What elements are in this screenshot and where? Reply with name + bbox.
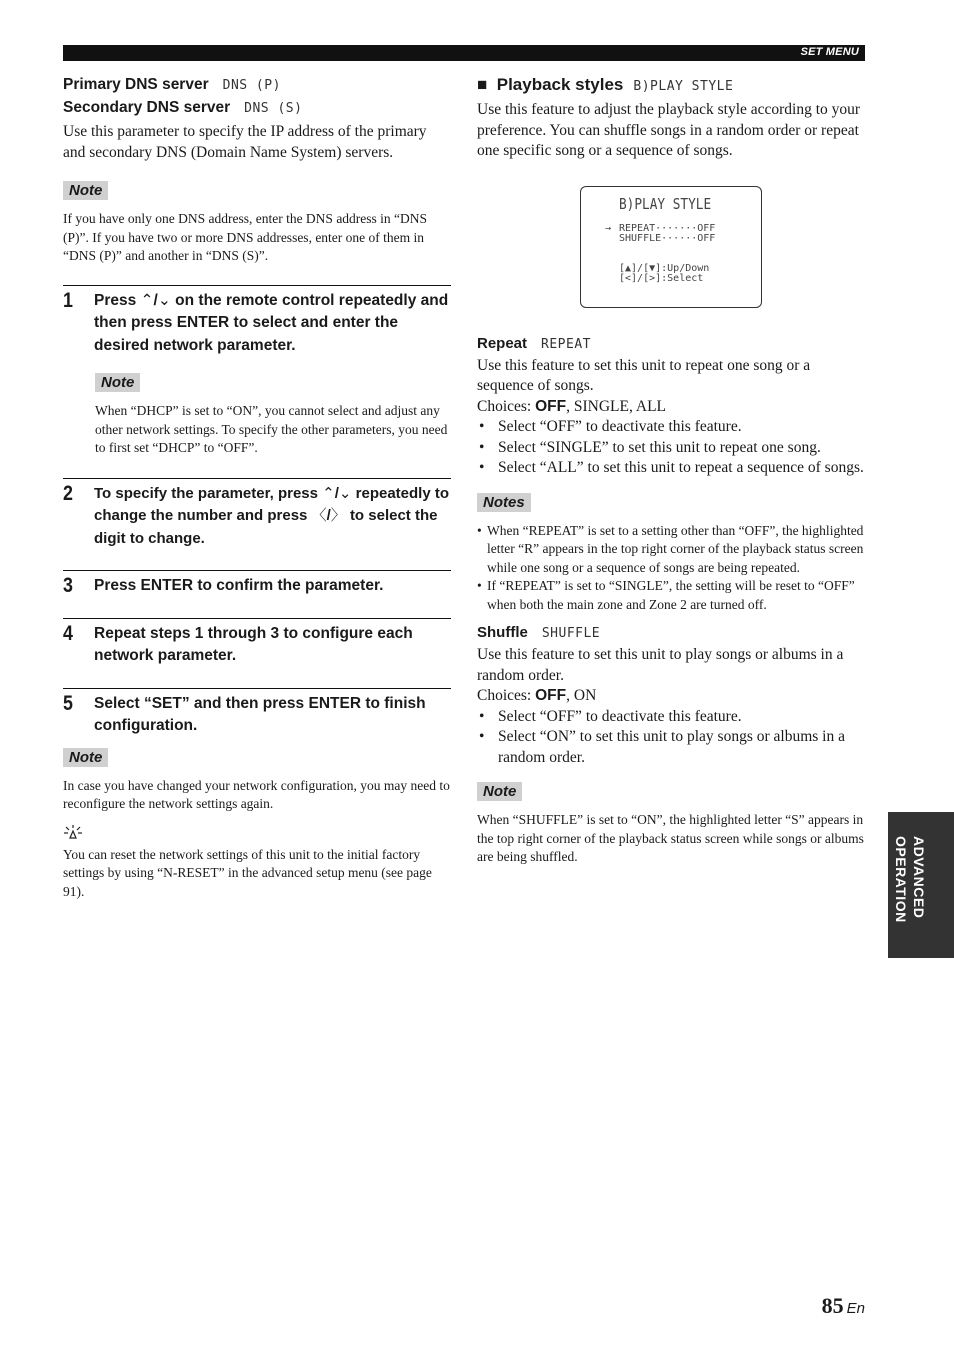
note-text: In case you have changed your network configuration, you may need to reconfigure the network settings again. [63,777,450,811]
step-1 [63,285,451,358]
right-icon: 〉 [330,507,346,524]
shuffle-heading: Shuffle SHUFFLE [477,624,601,641]
step-text: Repeat steps 1 through 3 to configure each network parameter. [94,624,413,664]
lcd-screen-title: B)PLAY STYLE [619,194,712,213]
lcd-screen [580,186,762,308]
list-item: • Select “OFF” to deactivate this feature. [477,417,865,438]
secondary-dns-heading: Secondary DNS server DNS (S) [63,99,303,116]
lcd-dns-s: DNS (S) [244,101,303,116]
side-tab-line1: ADVANCED [911,836,927,919]
lcd-line-shuffle: SHUFFLE······OFF [619,232,716,244]
primary-dns-heading: Primary DNS server DNS (P) [63,76,281,93]
up-icon: ⌃ [322,484,335,502]
list-item: • Select “ON” to set this unit to play songs or albums in a random order. [477,727,865,768]
step-text: Press ENTER to confirm the parameter. [94,577,384,594]
step-2 [63,478,451,551]
lcd-line-repeat: REPEAT·······OFF [619,222,716,234]
repeat-options-list [477,417,865,479]
step-number: 3 [63,574,73,597]
lcd-shuffle: SHUFFLE [541,626,601,641]
note-label: Note [63,748,108,767]
section-label: SET MENU [800,46,859,58]
notes-label: Notes [477,493,531,512]
list-item: • When “REPEAT” is set to a setting other than “OFF”, the highlighted letter “R” appears in the top right corner of the playback status screen while one song or a sequence of songs are being repeated. [477,522,865,578]
language-code: En [846,1300,865,1317]
repeat-notes-list [477,522,865,615]
section-marker: ■ [477,75,488,94]
cursor-arrow-icon: → [605,222,612,234]
note-label: Note [95,373,140,392]
list-item: • If “REPEAT” is set to “SINGLE”, the setting will be reset to “OFF” when both the main zone and Zone 2 are turned off. [477,577,865,614]
shuffle-desc: Use this feature to set this unit to play songs or albums in a random order. [477,646,844,684]
down-icon: ⌄ [157,291,171,309]
playback-intro: Use this feature to adjust the playback style according to your preference. You can shuffle songs in a random order or repeat one specific song or a sequence of songs. [477,101,861,159]
step-3 [63,570,451,598]
step-4 [63,618,451,668]
shuffle-options-list [477,707,865,769]
lcd-repeat: REPEAT [541,336,591,352]
list-item: • Select “SINGLE” to set this unit to repeat one song. [477,438,865,459]
shuffle-choices: Choices: OFF, ON [477,687,597,704]
step-text: Select “SET” and then press ENTER to finish configuration. [94,694,426,734]
tip-icon [63,824,83,840]
down-icon: ⌄ [338,484,352,502]
list-item: • Select “OFF” to deactivate this feature. [477,707,865,728]
step-number: 4 [63,621,73,645]
note-text: When “DHCP” is set to “ON”, you cannot select and adjust any other network settings. To specify the other parameters, you need to first set “DHCP” to “OFF”. [95,403,448,455]
lcd-line-updown: [▲]/[▼]:Up/Down [619,262,710,274]
lcd-play-style: B)PLAY STYLE [633,79,734,94]
note-text: When “SHUFFLE” is set to “ON”, the highlighted letter “S” appears in the top right corner of the playback status screen while songs or albums are being shuffled. [477,812,864,864]
side-tab-line2: OPERATION [893,836,909,923]
note-text: If you have only one DNS address, enter the DNS address in “DNS (P)”. If you have two or more DNS addresses, enter one of them in “DNS (P)” and another in “DNS (S)”. [63,211,428,263]
left-column [63,74,451,901]
list-item: • Select “ALL” to set this unit to repeat a sequence of songs. [477,458,865,479]
note-label: Note [477,782,522,801]
tip-text: You can reset the network settings of this unit to the initial factory settings by using “N-RESET” in the advanced setup menu (see page 91). [63,846,432,899]
repeat-choices: Choices: OFF, SINGLE, ALL [477,397,667,415]
note-label: Note [63,181,108,200]
step-number: 1 [63,288,73,312]
tip-icon [63,824,451,844]
repeat-desc: Use this feature to set this unit to repeat one song or a sequence of songs. [477,356,811,394]
dns-intro: Use this parameter to specify the IP address of the primary and secondary DNS (Domain Name System) servers. [63,123,427,161]
playback-styles-heading: ■ Playback styles B)PLAY STYLE [477,75,734,94]
right-column [477,74,865,867]
lcd-dns-p: DNS (P) [222,78,281,93]
step-number: 5 [63,691,73,715]
step-text: To specify the parameter, press ⌃/⌄ repeatedly to change the number and press 〈/〉 to select the digit to change. [94,484,450,547]
step-text: Press ⌃/⌄ on the remote control repeatedly and then press ENTER to select and enter the desired network parameter. [94,291,449,354]
left-icon: 〈 [311,507,327,524]
lcd-line-select: [<]/[>]:Select [619,272,704,284]
repeat-heading: Repeat REPEAT [477,334,591,352]
page-number: 85 En [821,1293,865,1318]
step-number: 2 [63,481,73,505]
up-icon: ⌃ [140,291,154,309]
header-bar [63,45,865,61]
step-5 [63,688,451,738]
section-side-tab [888,812,954,958]
